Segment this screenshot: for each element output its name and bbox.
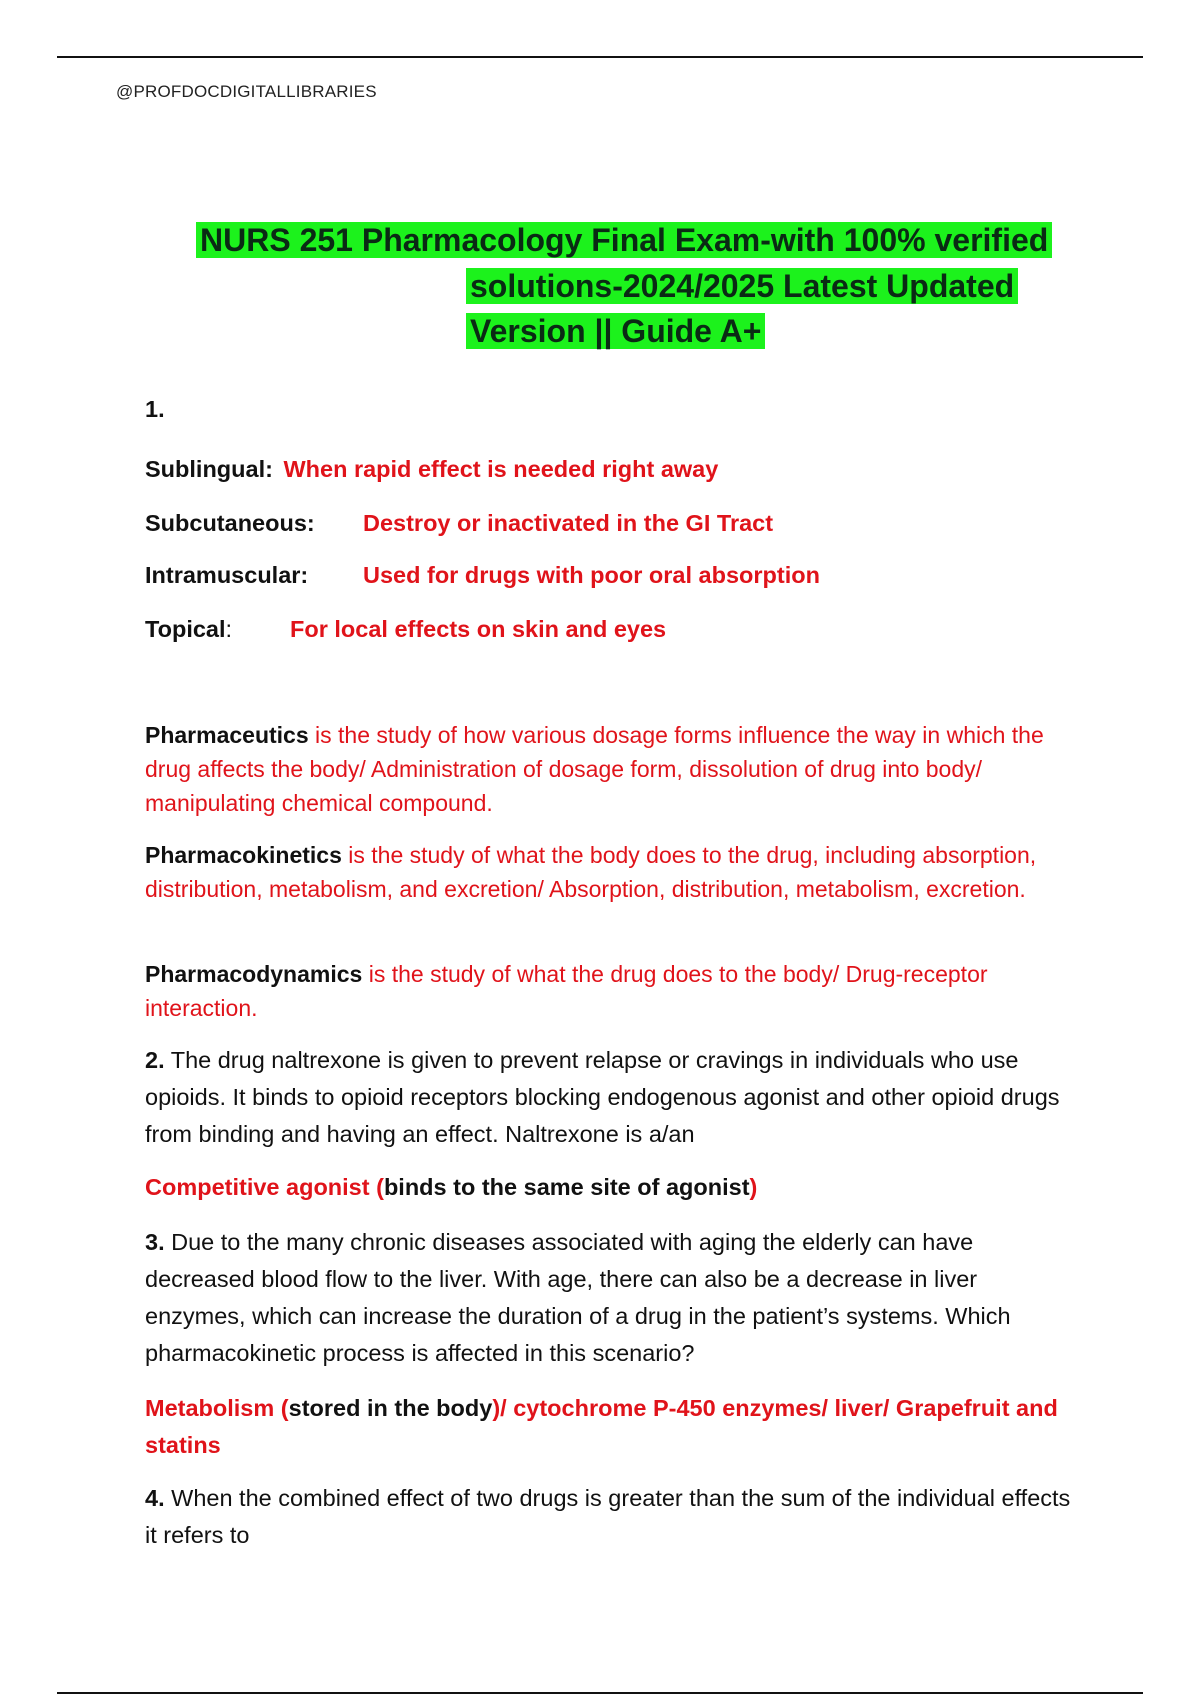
definition-pharmacodynamics [145, 957, 1080, 1025]
q3-question [145, 1224, 1080, 1372]
route-separator: : [225, 616, 233, 642]
route-answer: For local effects on skin and eyes [290, 616, 667, 642]
title-line-2: solutions-2024/2025 Latest Updated [466, 268, 1018, 304]
route-sublingual [145, 456, 718, 483]
definition-term: Pharmaceutics [145, 722, 309, 748]
q3-answer-main: Metabolism ( [145, 1395, 289, 1421]
title-line-3: Version || Guide A+ [466, 313, 765, 349]
q4-question [145, 1480, 1080, 1554]
definition-pharmacokinetics [145, 838, 1080, 906]
route-answer: Used for drugs with poor oral absorption [363, 562, 820, 588]
route-term: Topical [145, 616, 226, 642]
q4-text: When the combined effect of two drugs is greater than the sum of the individual effects it refers to [145, 1485, 1071, 1548]
q1-number: 1. [145, 396, 165, 422]
definition-term: Pharmacodynamics [145, 961, 363, 987]
q3-text: Due to the many chronic diseases associated with aging the elderly can have decreased blood flow to the liver. With age, there can also be a decrease in liver enzymes, which can increase the duration of a drug in the patient’s systems. Which pharmacokinetic process is affected in this scenario? [145, 1229, 1011, 1366]
q2-answer-close: ) [749, 1174, 758, 1200]
title-line-1: NURS 251 Pharmacology Final Exam-with 100% verified [196, 222, 1052, 258]
q2-answer [145, 1174, 757, 1201]
route-answer: When rapid effect is needed right away [283, 456, 719, 482]
q2-text: The drug naltrexone is given to prevent relapse or cravings in individuals who use opioids. It binds to opioid receptors blocking endogenous agonist and other opioid drugs from binding and having an effect. Naltrexone is a/an [145, 1047, 1060, 1147]
q3-answer [145, 1390, 1080, 1464]
definition-text: is the study of what the drug does to the body/ Drug-receptor interaction. [145, 961, 988, 1021]
route-subcutaneous [145, 510, 773, 537]
q3-answer-note: stored in the body [288, 1395, 493, 1421]
bottom-rule [57, 1692, 1143, 1694]
watermark: @PROFDOCDIGITALLIBRARIES [116, 82, 377, 101]
q3-number: 3. [145, 1229, 165, 1255]
route-term: Subcutaneous: [145, 510, 315, 536]
definition-text: is the study of how various dosage forms influence the way in which the drug affects the body/ Administration of dosage form, dissolution of drug into body/ manipulating chemical compound. [145, 722, 1044, 816]
q3-answer-rest: )/ cytochrome P-450 enzymes/ liver/ Grapefruit and statins [145, 1395, 1058, 1458]
route-answer: Destroy or inactivated in the GI Tract [363, 510, 774, 536]
definition-term: Pharmacokinetics [145, 842, 342, 868]
route-intramuscular [145, 562, 820, 589]
q2-number: 2. [145, 1047, 165, 1073]
route-topical [145, 616, 666, 643]
definition-text: is the study of what the body does to the drug, including absorption, distribution, metabolism, and excretion/ Absorption, distribution, metabolism, excretion. [145, 842, 1037, 902]
q2-question [145, 1042, 1080, 1153]
q2-answer-note: binds to the same site of agonist [383, 1174, 750, 1200]
q2-answer-main: Competitive agonist ( [145, 1174, 384, 1200]
definition-pharmaceutics [145, 718, 1080, 820]
q4-number: 4. [145, 1485, 165, 1511]
route-term: Intramuscular: [145, 562, 309, 588]
top-rule [57, 56, 1143, 58]
route-term: Sublingual: [145, 456, 273, 482]
